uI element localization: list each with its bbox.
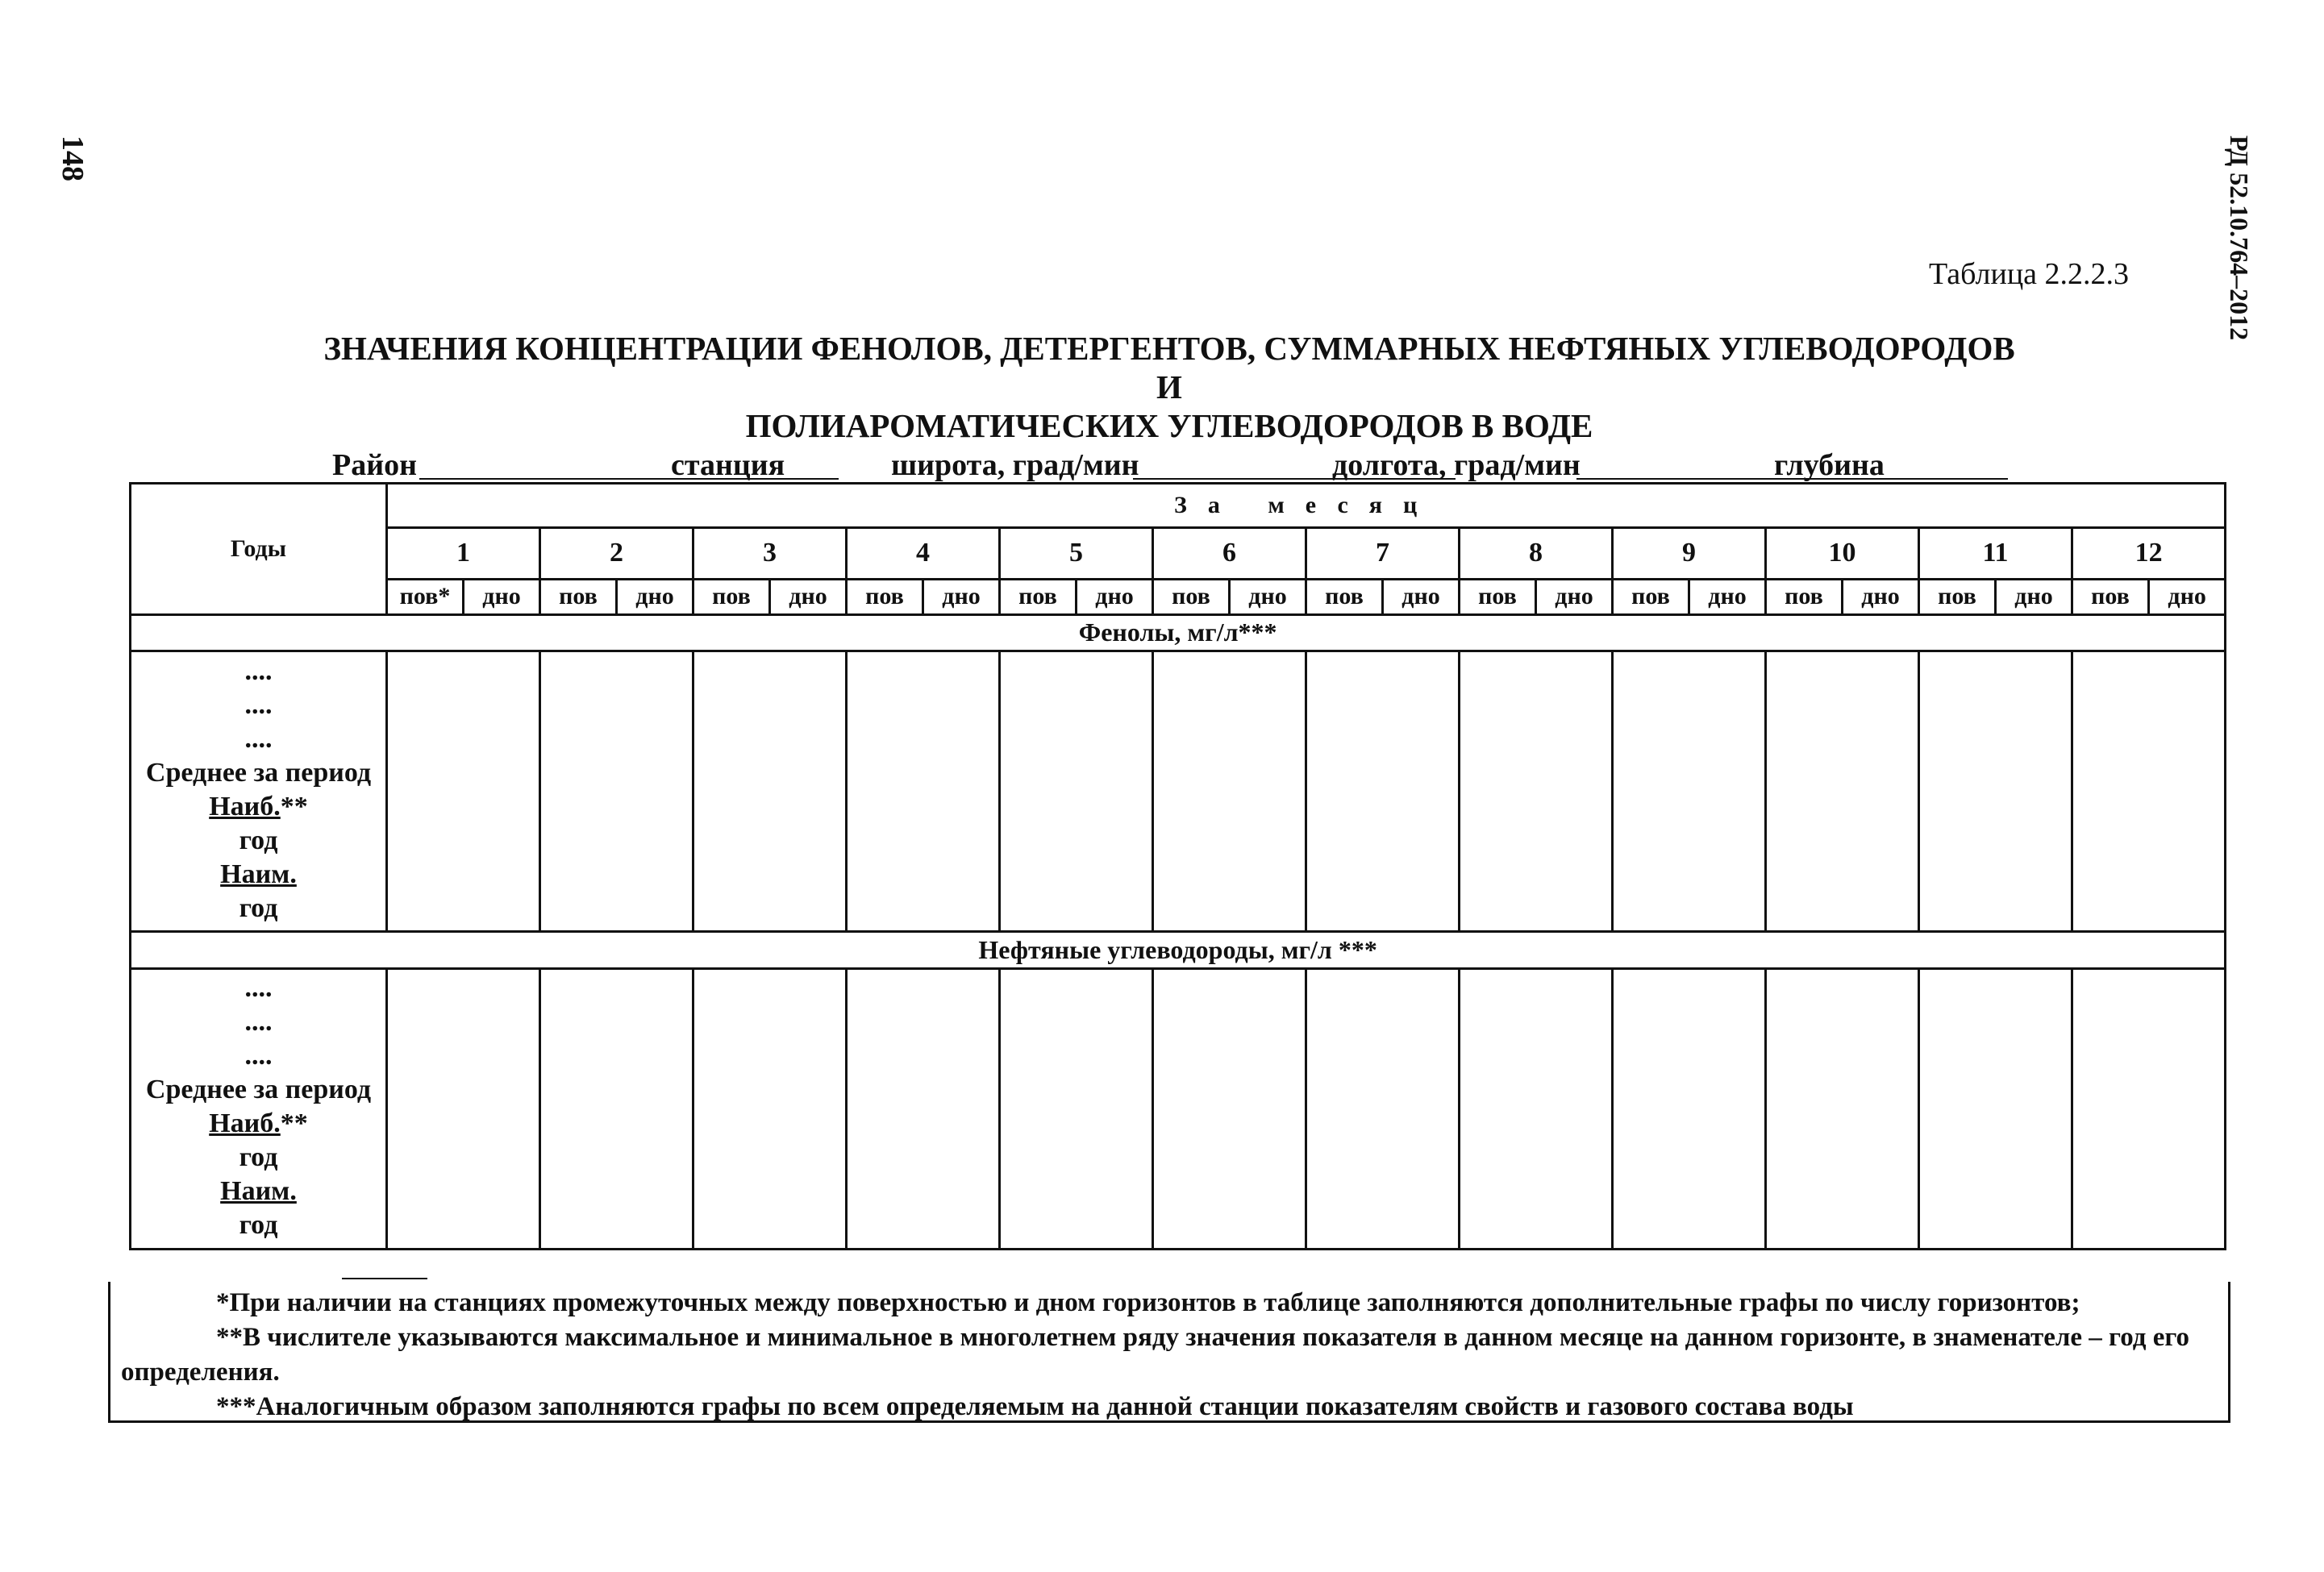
month-header: 8	[1460, 527, 1613, 580]
bottom-header: дно	[1077, 580, 1153, 614]
bottom-header: дно	[2149, 580, 2226, 614]
table-number: Таблица 2.2.2.3	[1929, 257, 2130, 291]
month-header: 9	[1613, 527, 1766, 580]
footnote-3: ***Аналогичным образом заполняются графы по всем определяемым на данной станции показателям свойств и газового состава воды	[216, 1392, 1854, 1421]
month-header: 12	[2072, 527, 2226, 580]
depth-label: глубина	[1774, 448, 1885, 482]
month-value-cell	[1919, 968, 2072, 1249]
month-value-cell	[1613, 968, 1766, 1249]
years-header: Годы	[131, 484, 387, 615]
surface-header: пов	[1306, 580, 1383, 614]
bottom-header: дно	[1383, 580, 1460, 614]
row-label: год	[239, 1142, 278, 1173]
header-row-horizons	[131, 580, 2226, 614]
surface-header: пов	[693, 580, 770, 614]
month-header: 4	[847, 527, 1000, 580]
data-table	[129, 482, 2226, 1250]
depth-blank	[1887, 478, 2008, 480]
station-blank	[774, 478, 839, 480]
document-code: РД 52.10.764–2012	[2225, 135, 2254, 341]
month-value-cell	[1766, 651, 1919, 931]
section-data-row	[131, 968, 2226, 1249]
surface-header: пов	[1460, 580, 1536, 614]
district-label: Район	[332, 448, 418, 482]
bottom-header: дно	[1843, 580, 1919, 614]
month-value-cell	[1919, 651, 2072, 931]
month-header: 3	[693, 527, 847, 580]
row-labels	[131, 651, 387, 931]
month-header: 5	[1000, 527, 1153, 580]
surface-header: пов	[1000, 580, 1077, 614]
station-fields	[129, 447, 2226, 483]
month-value-cell	[847, 968, 1000, 1249]
title-line-2: ПОЛИАРОМАТИЧЕСКИХ УГЛЕВОДОРОДОВ В ВОДЕ	[745, 407, 1593, 444]
month-value-cell	[1460, 968, 1613, 1249]
bottom-header: дно	[770, 580, 847, 614]
header-row-period	[131, 484, 2226, 528]
month-value-cell	[1153, 651, 1306, 931]
month-value-cell	[1460, 651, 1613, 931]
row-label: ....	[244, 973, 273, 1004]
row-label: Наим.	[220, 1176, 297, 1207]
surface-header: пов	[847, 580, 923, 614]
footnotes	[121, 1286, 2209, 1424]
month-value-cell	[1000, 651, 1153, 931]
month-header: 10	[1766, 527, 1919, 580]
surface-header: пов	[1153, 580, 1230, 614]
surface-header: пов*	[387, 580, 464, 614]
row-label: год	[239, 825, 278, 855]
row-label: Наиб.**	[209, 791, 308, 821]
month-value-cell	[693, 651, 847, 931]
title-line-1: ЗНАЧЕНИЯ КОНЦЕНТРАЦИИ ФЕНОЛОВ, ДЕТЕРГЕНТОВ, СУММАРНЫХ НЕФТЯНЫХ УГЛЕВОДОРОДОВ И	[323, 330, 2015, 405]
row-label: Наиб.**	[209, 1108, 308, 1139]
surface-header: пов	[1613, 580, 1689, 614]
section-title: Фенолы, мг/л***	[131, 614, 2226, 651]
footnote-1: *При наличии на станциях промежуточных между поверхностью и дном горизонтов в таблице заполняются дополнительные графы по числу горизонтов;	[216, 1288, 2080, 1317]
month-value-cell	[540, 651, 693, 931]
month-value-cell	[1766, 968, 1919, 1249]
month-value-cell	[693, 968, 847, 1249]
bottom-header: дно	[1689, 580, 1766, 614]
month-value-cell	[1153, 968, 1306, 1249]
surface-header: пов	[2072, 580, 2149, 614]
month-header: 11	[1919, 527, 2072, 580]
section-header-row	[131, 614, 2226, 651]
row-label: Среднее за период	[145, 757, 372, 788]
per-month-header: За месяц	[387, 484, 2226, 528]
month-value-cell	[2072, 968, 2226, 1249]
row-label: ....	[244, 689, 273, 720]
latitude-label: широта, град/мин	[891, 448, 1139, 482]
section-title: Нефтяные углеводороды, мг/л ***	[131, 932, 2226, 968]
bottom-header: дно	[464, 580, 540, 614]
month-value-cell	[847, 651, 1000, 931]
table-title	[323, 329, 2016, 445]
section-data-row	[131, 651, 2226, 931]
month-value-cell	[1306, 968, 1460, 1249]
bottom-header: дно	[1230, 580, 1306, 614]
bottom-header: дно	[923, 580, 1000, 614]
row-label: Среднее за период	[145, 1075, 372, 1105]
month-header: 7	[1306, 527, 1460, 580]
month-value-cell	[2072, 651, 2226, 931]
surface-header: пов	[1919, 580, 1996, 614]
surface-header: пов	[540, 580, 617, 614]
month-value-cell	[540, 968, 693, 1249]
section-header-row	[131, 932, 2226, 968]
longitude-label: долгота, град/мин	[1332, 448, 1581, 482]
station-label: станция	[671, 448, 785, 482]
month-value-cell	[1306, 651, 1460, 931]
month-value-cell	[1000, 968, 1153, 1249]
row-label: Наим.	[220, 859, 297, 889]
month-value-cell	[1613, 651, 1766, 931]
month-header: 2	[540, 527, 693, 580]
row-label: ....	[244, 1041, 273, 1071]
month-value-cell	[387, 968, 540, 1249]
bottom-header: дно	[1996, 580, 2072, 614]
footnote-separator	[342, 1278, 427, 1279]
bottom-header: дно	[1536, 580, 1613, 614]
month-value-cell	[387, 651, 540, 931]
header-row-months	[131, 527, 2226, 580]
row-label: ....	[244, 1007, 273, 1038]
month-header: 6	[1153, 527, 1306, 580]
row-label: год	[239, 1210, 278, 1241]
row-label: год	[239, 892, 278, 923]
row-label: ....	[244, 655, 273, 686]
row-labels	[131, 968, 387, 1249]
row-label: ....	[244, 723, 273, 754]
bottom-header: дно	[617, 580, 693, 614]
month-header: 1	[387, 527, 540, 580]
surface-header: пов	[1766, 580, 1843, 614]
footnote-2: **В числителе указываются максимальное и минимальное в многолетнем ряду значения показателя в данном месяце на данном горизонте, в знаменателе – год его определения.	[121, 1323, 2190, 1387]
page-number: 148	[56, 135, 90, 181]
